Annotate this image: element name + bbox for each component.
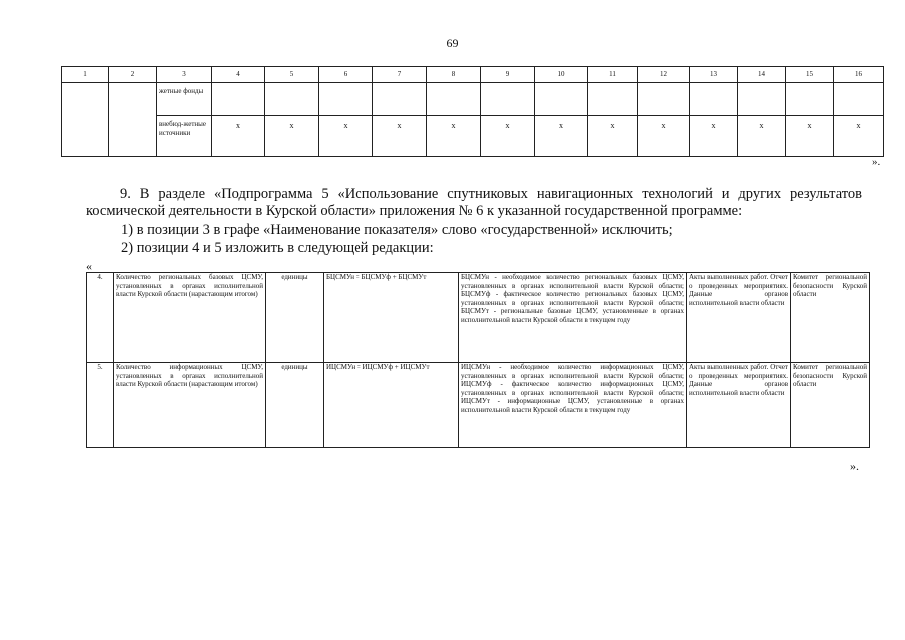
table-cell: х [481, 116, 535, 157]
table-cell [62, 83, 109, 157]
closing-quote: ». [850, 459, 859, 473]
col-header: 3 [157, 67, 212, 83]
table-cell: х [738, 116, 786, 157]
table-cell [212, 83, 265, 116]
table-cell [427, 83, 481, 116]
table-row [87, 273, 870, 363]
col-header: 6 [319, 67, 373, 83]
row-number: 5. [87, 363, 114, 448]
col-header: 14 [738, 67, 786, 83]
col-header: 13 [690, 67, 738, 83]
formula: ИЦСМУн = ИЦСМУф + ИЦСМУт [324, 363, 459, 448]
row-label: внебюд-жетные источники [157, 116, 212, 157]
paragraph-section-9: 9. В разделе «Подпрограмма 5 «Использование спутниковых навигационных технологий и других результатов космической деятельности в Курской области» приложения № 6 к указанной государственной программе: [86, 186, 862, 219]
paragraph-item-2: 2) позиции 4 и 5 изложить в следующей редакции: [121, 240, 434, 256]
table-cell [265, 83, 319, 116]
table-cell: х [265, 116, 319, 157]
col-header: 10 [535, 67, 588, 83]
row-number: 4. [87, 273, 114, 363]
indicator-name: Количество информационных ЦСМУ, установленных в органах исполнительной власти Курской области (нарастающим итогом) [114, 363, 266, 448]
table-cell: х [834, 116, 884, 157]
table-cell: х [638, 116, 690, 157]
formula-description: ИЦСМУн - необходимое количество информационных ЦСМУ, установленных в органах исполнительной власти Курской области; ИЦСМУф - фактическое количество информационных ЦСМУ, установленных в органах исполнительной власти Курской области; ИЦСМУт - информационные ЦСМУ, установленные в органах исполнительной власти Курской области в текущем году [459, 363, 687, 448]
col-header: 15 [786, 67, 834, 83]
table-cell [373, 83, 427, 116]
indicators-table [86, 272, 870, 448]
col-header: 16 [834, 67, 884, 83]
responsible: Комитет региональной безопасности Курской области [791, 363, 870, 448]
col-header: 11 [588, 67, 638, 83]
data-source: Акты выполненных работ. Отчет о проведенных мероприятиях. Данные органов исполнительной власти области [687, 273, 791, 363]
table-cell: х [690, 116, 738, 157]
table-cell [738, 83, 786, 116]
table-cell: х [319, 116, 373, 157]
data-source: Акты выполненных работ. Отчет о проведенных мероприятиях. Данные органов исполнительной власти области [687, 363, 791, 448]
table-row [62, 116, 884, 157]
col-header: 2 [109, 67, 157, 83]
col-header: 1 [62, 67, 109, 83]
col-header: 4 [212, 67, 265, 83]
col-header: 7 [373, 67, 427, 83]
table-cell [786, 83, 834, 116]
table-row [62, 83, 884, 116]
table-cell [834, 83, 884, 116]
table-row [87, 363, 870, 448]
indicator-name: Количество региональных базовых ЦСМУ, установленных в органах исполнительной власти Курской области (нарастающим итогом) [114, 273, 266, 363]
page-number: 69 [446, 36, 459, 50]
table-cell: х [373, 116, 427, 157]
row-label: жетные фонды [157, 83, 212, 116]
table-cell: х [212, 116, 265, 157]
table-cell [319, 83, 373, 116]
table-cell [535, 83, 588, 116]
table-cell: х [535, 116, 588, 157]
table-cell: х [588, 116, 638, 157]
unit: единицы [266, 363, 324, 448]
col-header: 5 [265, 67, 319, 83]
responsible: Комитет региональной безопасности Курской области [791, 273, 870, 363]
col-header: 9 [481, 67, 535, 83]
table-header-row [62, 67, 884, 83]
table-cell [109, 83, 157, 157]
table-cell [481, 83, 535, 116]
unit: единицы [266, 273, 324, 363]
table-cell [588, 83, 638, 116]
col-header: 8 [427, 67, 481, 83]
opening-quote: « [86, 259, 92, 273]
formula: БЦСМУн = БЦСМУф + БЦСМУт [324, 273, 459, 363]
closing-quote: ». [872, 156, 881, 168]
formula-description: БЦСМУн - необходимое количество региональных базовых ЦСМУ, установленных в органах исполнительной власти Курской области; БЦСМУф - фактическое количество региональных базовых ЦСМУ, установленных в органах исполнительной власти Курской области; БЦСМУт - региональные базовые ЦСМУ, установленные в органах исполнительной власти Курской области в текущем году [459, 273, 687, 363]
continuation-table [61, 66, 884, 157]
table-cell: х [427, 116, 481, 157]
table-cell: х [786, 116, 834, 157]
table-cell [690, 83, 738, 116]
paragraph-item-1: 1) в позиции 3 в графе «Наименование показателя» слово «государственной» исключить; [121, 222, 673, 238]
col-header: 12 [638, 67, 690, 83]
table-cell [638, 83, 690, 116]
